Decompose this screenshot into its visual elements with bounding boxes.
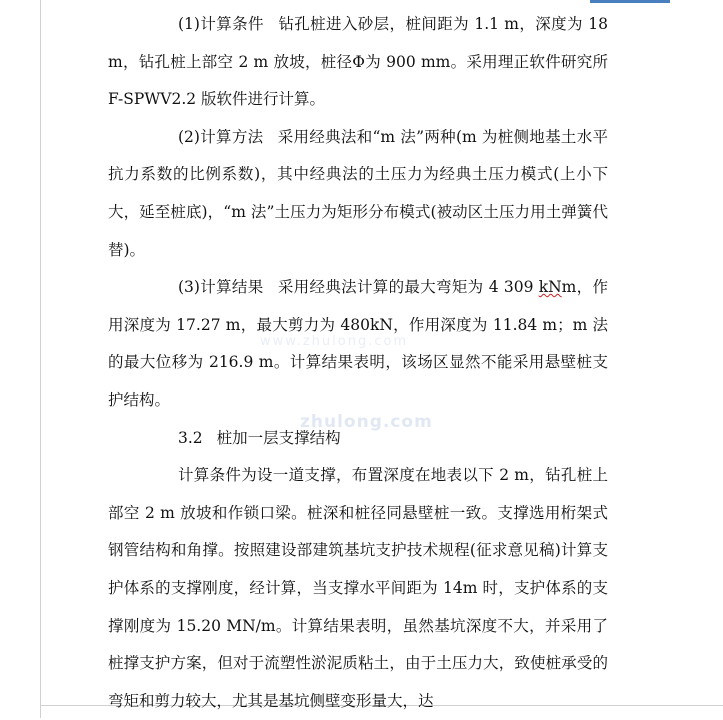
paragraph-support-structure — [108, 457, 608, 720]
document-page — [108, 6, 608, 720]
paragraph-calc-conditions — [108, 6, 608, 119]
section-number: 3.2 — [178, 428, 203, 447]
paragraph-calc-method — [108, 119, 608, 269]
spellcheck-flagged-unit: kN — [538, 278, 562, 297]
paragraph-lead: (3)计算结果 — [178, 278, 264, 297]
section-title: 桩加一层支撑结构 — [216, 428, 341, 447]
watermark-main: zhulong.com — [300, 412, 433, 432]
paragraph-lead: (1)计算条件 — [178, 15, 264, 33]
paragraph-body: 计算条件为设一道支撑，布置深度在地表以下 2 m，钻孔桩上部空 2 m 放坡和作锁口梁。桩深和桩径同悬壁桩一致。支撑选用桁架式钢管结构和角撑。按照建设部建筑基坑支护技术规程(征求意见稿)计算支护体系的支撑刚度，经计算，当支撑水平间距为 14m 时，支护体系的支撑刚度为 15.20 MN/m。计算结果表明，虽然基坑深度不大，并采用了桩撑支护方案，但对于流塑性淤泥质粘土，由于土压力大，致使桩承受的弯矩和剪力较大，尤其是基坑侧壁变形量大，达 — [108, 466, 608, 710]
paragraph-body-b: m，作用深度为 17.27 m，最大剪力为 480kN，作用深度为 11.84 m；m 法的最大位移为 216.9 m。计算结果表明，该场区显然不能采用悬壁桩支护结构。 — [108, 278, 608, 409]
paragraph-body-a: 采用经典法计算的最大弯矩为 4 309 — [277, 278, 539, 297]
watermark-secondary: www.zhulong.com — [260, 334, 409, 349]
top-accent-bar — [590, 0, 670, 3]
page-left-border — [40, 0, 41, 718]
paragraph-body: 采用经典法和“m 法”两种(m 为桩侧地基土水平抗力系数的比例系数)，其中经典法的土压力为经典土压力模式(上小下大，延至桩底)，“m 法”土压力为矩形分布模式(被动区土压力用土弹簧代替)。 — [108, 127, 608, 259]
paragraph-lead: (2)计算方法 — [178, 127, 264, 146]
paragraph-body: 钻孔桩进入砂层，桩间距为 1.1 m，深度为 18 m，钻孔桩上部空 2 m 放坡，桩径Φ为 900 mm。采用理正软件研究所 F-SPWV2.2 版软件进行计算。 — [108, 15, 608, 109]
